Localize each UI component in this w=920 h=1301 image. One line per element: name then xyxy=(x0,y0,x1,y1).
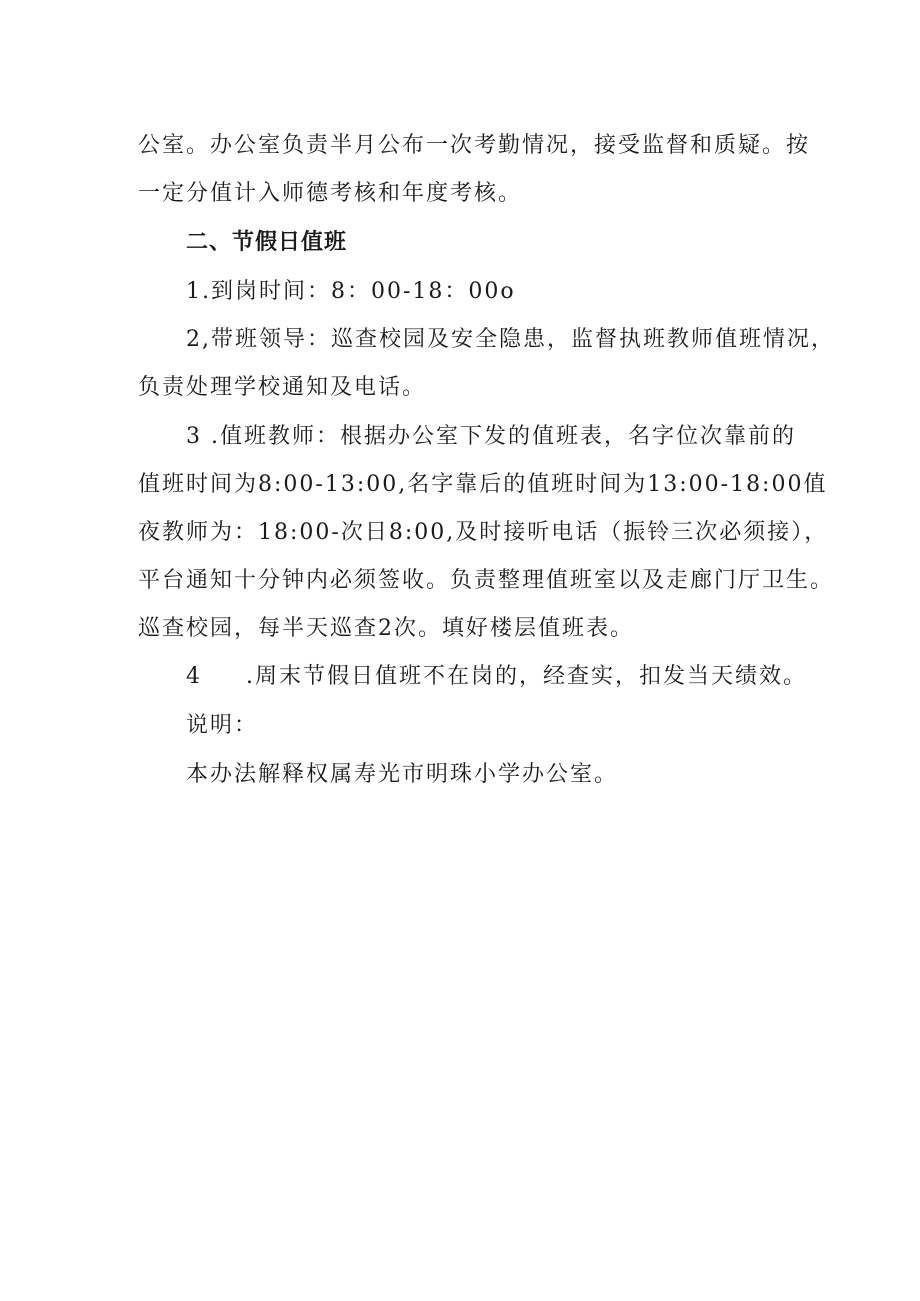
list-item-continuation: 平台通知十分钟内必须签收。负责整理值班室以及走廊门厅卫生。 xyxy=(138,568,835,593)
list-item xyxy=(186,662,807,692)
list-item-number: 4 xyxy=(186,664,202,689)
list-item: 1.到岗时间：8：00-18：00o xyxy=(186,279,516,304)
paragraph-line: 公室。办公室负责半月公布一次考勤情况，接受监督和质疑。按 xyxy=(138,133,811,158)
list-item: 3 .值班教师：根据办公室下发的值班表，名字位次靠前的 xyxy=(186,424,796,449)
note-text: 本办法解释权属寿光市明珠小学办公室。 xyxy=(186,762,619,787)
section-heading: 二、节假日值班 xyxy=(186,230,348,255)
list-item-continuation: 巡查校园，每半天巡查2次。填好楼层值班表。 xyxy=(138,616,634,641)
list-item-text: .周末节假日值班不在岗的，经查实，扣发当天绩效。 xyxy=(246,664,807,689)
list-item-continuation: 夜教师为：18:00-次日8:00,及时接听电话（振铃三次必须接）， xyxy=(138,520,829,545)
note-label: 说明： xyxy=(186,713,259,738)
list-item: 2,带班领导：巡查校园及安全隐患，监督执班教师值班情况， xyxy=(186,327,835,352)
list-item-continuation: 值班时间为8:00-13:00,名字靠后的值班时间为13:00-18:00值 xyxy=(138,472,828,497)
paragraph-line: 一定分值计入师德考核和年度考核。 xyxy=(138,181,523,206)
list-item-continuation: 负责处理学校通知及电话。 xyxy=(138,375,427,400)
